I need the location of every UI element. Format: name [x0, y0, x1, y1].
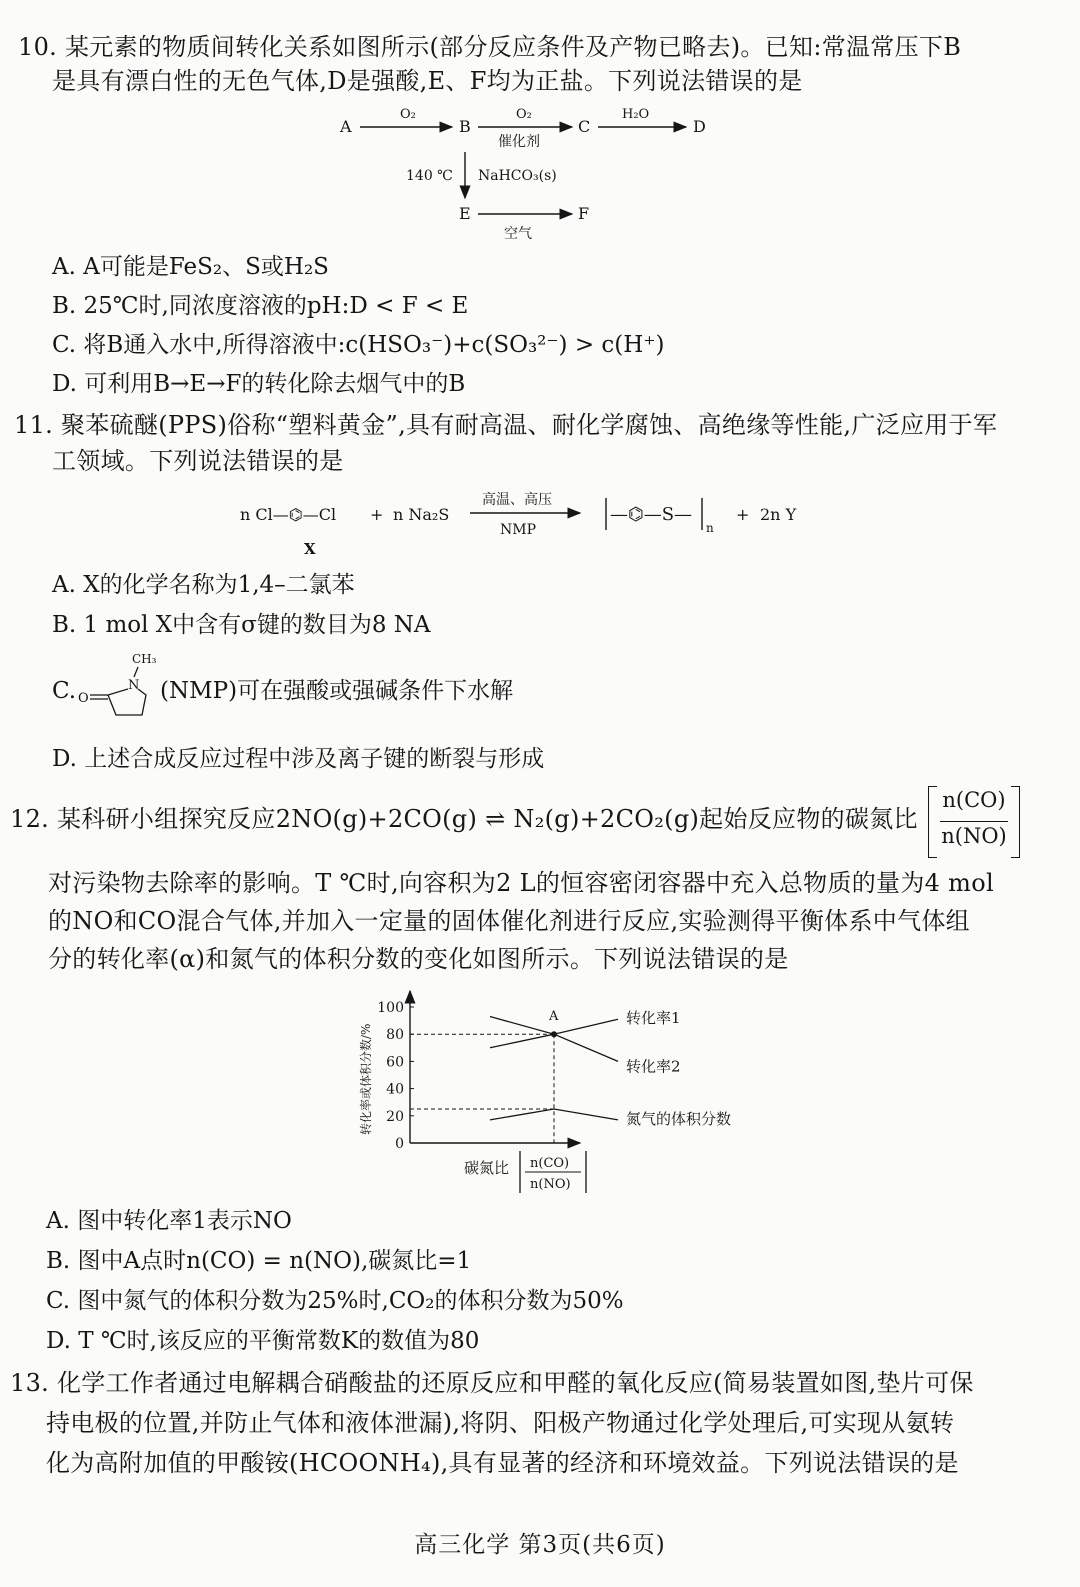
q11-stem-line2: 工领域。下列说法错误的是: [52, 447, 344, 475]
q10-stem-line1: 10. 某元素的物质间转化关系如图所示(部分反应条件及产物已略去)。已知:常温常压下B: [18, 33, 962, 61]
q13-stem-line2: 持电极的位置,并防止气体和液体泄漏),将阴、阳极产物通过化学处理后,可实现从氨转: [46, 1409, 955, 1437]
q13-stem-line3: 化为高附加值的甲酸铵(HCOONH₄),具有显著的经济和环境效益。下列说法错误的是: [46, 1449, 959, 1477]
q12-option-b: B. 图中A点时n(CO) = n(NO),碳氮比=1: [46, 1248, 472, 1274]
fraction-denominator: n(NO): [941, 824, 1007, 848]
y-tick-label: 60: [386, 1054, 404, 1071]
point-a-marker: [551, 1031, 557, 1037]
scheme-D: D: [693, 117, 706, 136]
y-tick-label: 20: [386, 1108, 404, 1125]
q11-plus1: +: [370, 505, 384, 524]
q11-cond-top: 高温、高压: [482, 492, 552, 508]
q10-stem-line2: 是具有漂白性的无色气体,D是强酸,E、F均为正盐。下列说法错误的是: [52, 67, 803, 95]
scheme-ab-o2: O₂: [400, 107, 416, 122]
q12-option-d: D. T ℃时,该反应的平衡常数K的数值为80: [46, 1328, 480, 1354]
q11-reaction: [230, 482, 830, 562]
q10-option-b: B. 25℃时,同浓度溶液的pH:D < F < E: [52, 293, 469, 319]
series-label-3: 氮气的体积分数: [626, 1109, 732, 1128]
chart-xlabel-prefix: 碳氮比: [464, 1159, 510, 1177]
scheme-ef-air: 空气: [504, 226, 532, 242]
q11-option-b: B. 1 mol X中含有σ键的数目为8 NA: [52, 612, 431, 638]
q11-cond-bottom: NMP: [500, 522, 537, 538]
page-footer: 高三化学 第3页(共6页): [414, 1532, 666, 1558]
q13-stem-line1: 13. 化学工作者通过电解耦合硝酸盐的还原反应和甲醛的氧化反应(简易装置如图,垫片可保: [10, 1369, 974, 1397]
q11-byproduct: 2n Y: [760, 505, 797, 524]
point-a-label: A: [549, 1009, 559, 1025]
q10-reaction-scheme: [320, 100, 740, 250]
scheme-C: C: [578, 117, 591, 136]
y-tick-label: 0: [395, 1136, 404, 1152]
scheme-be-nahco3: NaHCO₃(s): [478, 168, 557, 184]
q11-option-c-text: (NMP)可在强酸或强碱条件下水解: [160, 678, 514, 704]
y-tick-label: 100: [377, 1000, 404, 1016]
series-label-1: 转化率1: [626, 1009, 681, 1028]
q10-option-a: A. A可能是FeS₂、S或H₂S: [52, 254, 329, 280]
q11-plus2: +: [736, 505, 750, 524]
q12-stem-line4: 分的转化率(α)和氮气的体积分数的变化如图所示。下列说法错误的是: [48, 945, 789, 973]
q10-option-c: C. 将B通入水中,所得溶液中:c(HSO₃⁻)+c(SO₃²⁻) > c(H⁺): [52, 332, 665, 358]
scheme-F: F: [578, 204, 590, 223]
scheme-bc-catalyst: 催化剂: [498, 134, 540, 150]
q12-stem-line1: 12. 某科研小组探究反应2NO(g)+2CO(g) ⇌ N₂(g)+2CO₂(g)起始反应物的碳氮比: [10, 805, 918, 833]
scheme-B: B: [459, 117, 471, 136]
scheme-A: A: [340, 117, 352, 136]
q12-stem-line3: 的NO和CO混合气体,并加入一定量的固体催化剂进行反应,实验测得平衡体系中气体组: [48, 907, 970, 935]
q11-reactant2: n Na₂S: [393, 505, 450, 524]
q12-stem-line2: 对污染物去除率的影响。T ℃时,向容积为2 L的恒容密闭容器中充入总物质的量为4 mol: [48, 869, 994, 897]
scheme-be-temp: 140 ℃: [406, 168, 453, 184]
scheme-E: E: [459, 204, 471, 223]
nmp-ch3: CH₃: [132, 652, 157, 666]
q12-option-a: A. 图中转化率1表示NO: [46, 1208, 292, 1234]
nmp-o: O: [78, 691, 89, 706]
scheme-cd-h2o: H₂O: [622, 107, 650, 122]
fraction-numerator: n(CO): [942, 788, 1006, 812]
chart-xfrac-den: n(NO): [530, 1177, 571, 1192]
q10-option-d: D. 可利用B→E→F的转化除去烟气中的B: [52, 371, 466, 397]
chart-xfrac-num: n(CO): [530, 1156, 570, 1171]
series-label-2: 转化率2: [626, 1057, 681, 1076]
q11-option-a: A. X的化学名称为1,4–二氯苯: [52, 572, 355, 598]
q11-option-c-label: C.: [52, 678, 77, 704]
y-tick-label: 80: [386, 1027, 404, 1044]
q11-stem-line1: 11. 聚苯硫醚(PPS)俗称“塑料黄金”,具有耐高温、耐化学腐蚀、高绝缘等性能,广泛应用于军: [14, 411, 998, 439]
scheme-bc-o2: O₂: [516, 107, 532, 122]
q11-x-label: X: [304, 540, 316, 558]
q12-chart: [350, 985, 732, 1200]
nmp-structure: [76, 645, 168, 725]
chart-ylabel: 转化率或体积分数/%: [359, 1023, 373, 1135]
q11-option-d: D. 上述合成反应过程中涉及离子键的断裂与形成: [52, 746, 545, 772]
nmp-n: N: [128, 678, 140, 693]
q12-ratio-fraction: [928, 786, 1020, 858]
q12-option-c: C. 图中氮气的体积分数为25%时,CO₂的体积分数为50%: [46, 1288, 624, 1314]
q11-subscript-n: n: [706, 521, 714, 535]
q11-product: —⌬—S—: [610, 504, 693, 525]
y-tick-label: 40: [386, 1081, 404, 1098]
q11-reactant1: n Cl—⌬—Cl: [240, 505, 337, 524]
